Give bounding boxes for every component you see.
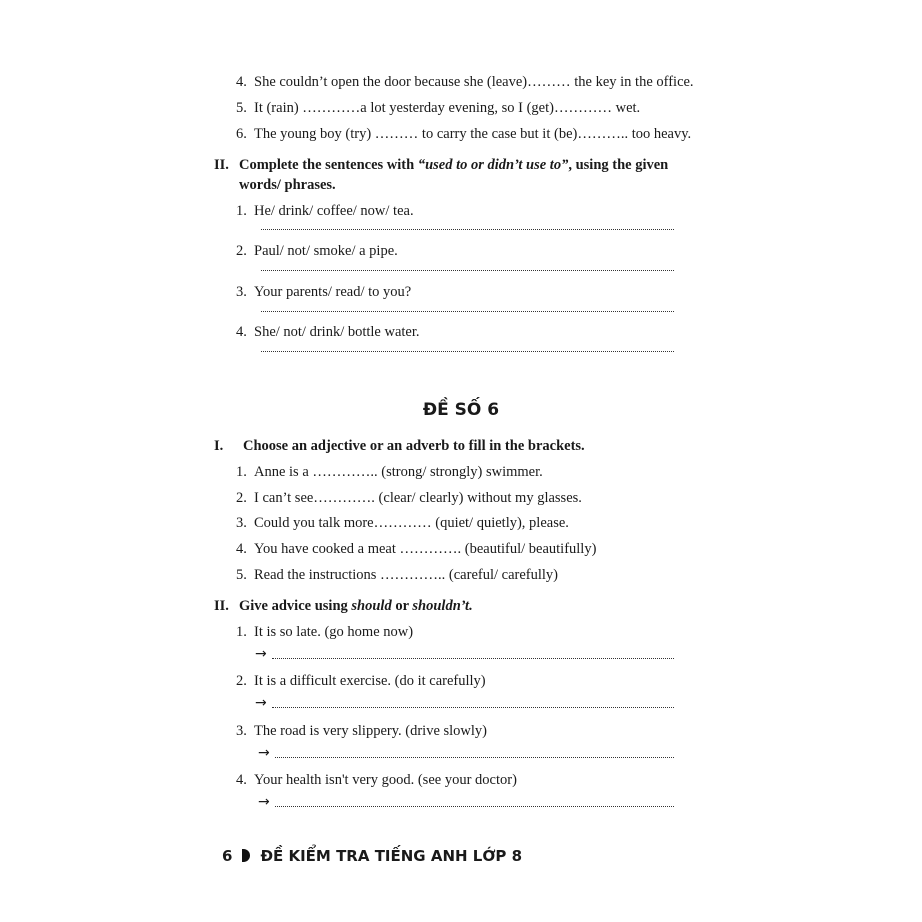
arrow-icon: → [258, 794, 270, 810]
list-item: 3. Could you talk more………… (quiet/ quietly), please. [236, 515, 569, 531]
section-heading-advice: II. Give advice using should or shouldn’t. [214, 598, 473, 614]
book-title: ĐỀ KIỂM TRA TIẾNG ANH LỚP 8 [260, 847, 523, 865]
answer-line[interactable] [261, 270, 674, 271]
list-item: 3. Your parents/ read/ to you? [236, 284, 412, 300]
test-title: ĐỀ SỐ 6 [422, 400, 500, 420]
answer-line[interactable] [272, 707, 674, 708]
answer-line[interactable] [261, 351, 674, 352]
list-item: 1. It is so late. (go home now) [236, 624, 414, 640]
section-heading-adjective: I. Choose an adjective or an adverb to fill in the brackets. [214, 438, 585, 454]
page-footer [222, 847, 522, 865]
answer-line[interactable] [272, 658, 674, 659]
list-item: 2. It is a difficult exercise. (do it carefully) [236, 673, 486, 689]
list-item: 2. I can’t see…………. (clear/ clearly) without my glasses. [236, 490, 582, 506]
answer-line[interactable] [261, 229, 674, 230]
list-item: 4. She/ not/ drink/ bottle water. [236, 324, 420, 340]
arrow-icon: → [255, 646, 267, 662]
list-item: 2. Paul/ not/ smoke/ a pipe. [236, 243, 398, 259]
list-item: 4. You have cooked a meat …………. (beautiful/ beautifully) [236, 541, 597, 557]
list-item: 5. It (rain) …………a lot yesterday evening, so I (get)………… wet. [236, 100, 641, 116]
list-item: 6. The young boy (try) ……… to carry the case but it (be)……….. too heavy. [236, 126, 692, 142]
half-circle-marker-icon [242, 849, 250, 862]
page-number: 6 [222, 847, 233, 865]
section-heading-used-to: II. Complete the sentences with “used to or didn’t use to”, using the given [214, 157, 669, 173]
arrow-icon: → [258, 745, 270, 761]
list-item: 1. He/ drink/ coffee/ now/ tea. [236, 203, 414, 219]
section-heading-line2: words/ phrases. [239, 177, 336, 193]
list-item: 4. She couldn’t open the door because she (leave)……… the key in the office. [236, 74, 694, 90]
answer-line[interactable] [275, 757, 674, 758]
list-item: 4. Your health isn't very good. (see your doctor) [236, 772, 517, 788]
answer-line[interactable] [275, 806, 674, 807]
list-item: 5. Read the instructions ………….. (careful/ carefully) [236, 567, 558, 583]
list-item: 1. Anne is a ………….. (strong/ strongly) swimmer. [236, 464, 543, 480]
list-item: 3. The road is very slippery. (drive slowly) [236, 723, 488, 739]
answer-line[interactable] [261, 311, 674, 312]
arrow-icon: → [255, 695, 267, 711]
